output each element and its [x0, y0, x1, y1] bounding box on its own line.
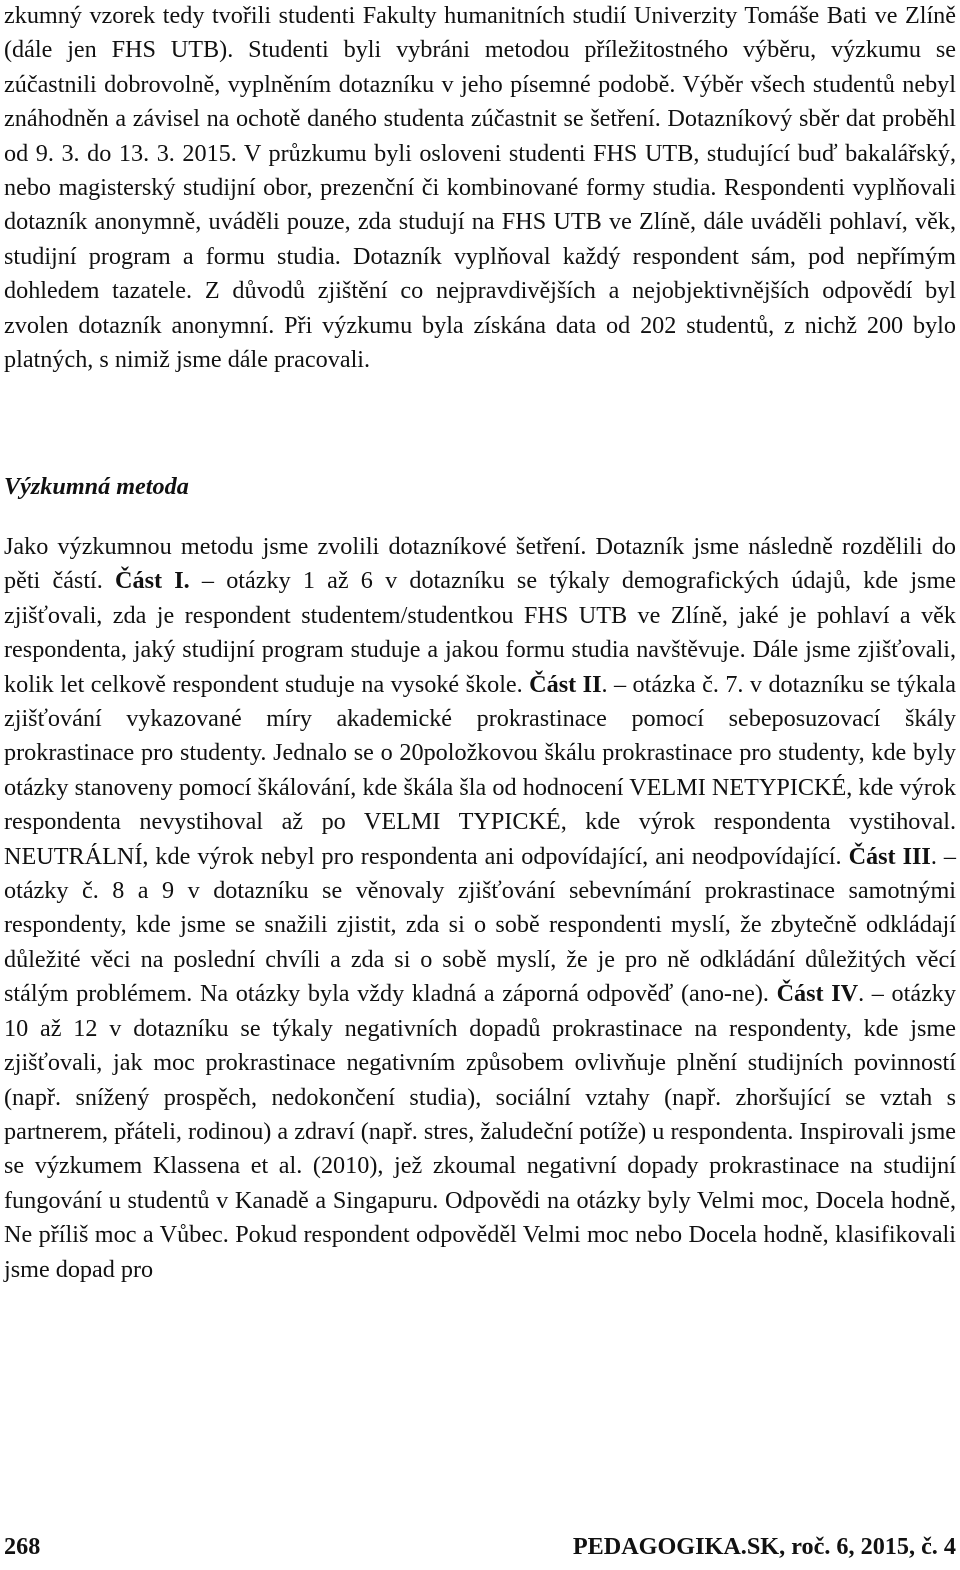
part-4-label: Část IV — [776, 980, 859, 1008]
part-1-label: Část I. — [115, 567, 190, 595]
body-paragraph-sample: zkumný vzorek tedy tvořili studenti Fakulty humanitních studií Univerzity Tomáše Bati ve Zlíně (dále jen FHS UTB). Studenti byli vybráni metodou příležitostného výběru, výzkumu se zúčastnili dobrovolně, vyplněním dotazníku v jeho písemné podobě. Výběr všech studentů nebyl znáhodněn a závisel na ochotě daného studenta zúčastnit se šetření. Dotazníkový sběr dat proběhl od 9. 3. do 13. 3. 2015. V průzkumu byli osloveni studenti FHS UTB, studující buď bakalářský, nebo magisterský studijní obor, prezenční či kombinované formy studia. Respondenti vyplňovali dotazník anonymně, uváděli pouze, zda studují na FHS UTB ve Zlíně, dále uváděli pohlaví, věk, studijní program a formu studia. Dotazník vyplňoval každý respondent sám, pod nepřímým dohledem tazatele. Z důvodů zjištění co nejpravdivějších a nejobjektivnějších odpovědí byl zvolen dotazník anonymní. Při výzkumu byla získána data od 202 studentů, z nichž 200 bylo platných, s nimiž jsme dále pracovali. — [4, 2, 956, 374]
journal-citation: PEDAGOGIKA.SK, roč. 6, 2015, č. 4 — [572, 1533, 956, 1560]
section-heading-research-method: Výzkumná metoda — [4, 473, 189, 500]
part-3-label: Část III — [848, 842, 931, 870]
body-paragraph-method — [4, 530, 956, 1287]
page-footer — [4, 1530, 956, 1564]
method-text-2: – otázky 1 až 6 v dotazníku se týkaly demografických údajů, kde jsme zjišťovali, zda je respondent studentem/studentkou FHS UTB ve Zlíně, jaké je pohlaví a věk respondenta, jaký studijní program studuje a jakou formu studia navštěvuje. Dále jsme zjišťovali, kolik let celkově respondent studuje na vysoké škole. — [4, 567, 957, 698]
part-2-label: Část II — [529, 670, 602, 698]
method-text-5: . – otázky 10 až 12 v dotazníku se týkaly negativních dopadů prokrastinace na respondenty, kde jsme zjišťovali, jak moc prokrastinace negativním způsobem ovlivňuje plnění studijních povinností (např. snížený prospěch, nedokončení studia), sociální vztahy (např. zhoršující se vztah s partnerem, přáteli, rodinou) a zdraví (např. stres, žaludeční potíže) u respondenta. Inspirovali jsme se výzkumem Klassena et al. (2010), jež zkoumal negativní dopady prokrastinace na studijní fungování u studentů v Kanadě a Singapuru. Odpovědi na otázky byly Velmi moc, Docela hodně, Ne příliš moc a Vůbec. Pokud respondent odpověděl Velmi moc nebo Docela hodně, klasifikovali jsme dopad pro — [4, 980, 956, 1283]
page-number: 268 — [4, 1533, 41, 1560]
document-page — [4, 0, 956, 1570]
method-text-1: Jako výzkumnou metodu jsme zvolili dotazníkové šetření. Dotazník jsme následně rozdělili do pěti částí. — [4, 533, 956, 595]
method-text-3: . – otázka č. 7. v dotazníku se týkala zjišťování vykazované míry akademické prokrastinace pomocí sebeposuzovací škály prokrastinace pro studenty. Jednalo se o 20položkovou škálu prokrastinace pro studenty, kde byly otázky stanoveny pomocí škálování, kde škála šla od hodnocení VELMI NETYPICKÉ, kde výrok respondenta nevystihoval až po VELMI TYPICKÉ, kde výrok respondenta vystihoval. NEUTRÁLNÍ, kde výrok nebyl pro respondenta ani odpovídající, ani neodpovídající. — [4, 670, 956, 870]
method-text-4: . – otázky č. 8 a 9 v dotazníku se věnovaly zjišťování sebevnímání prokrastinace samotnými respondenty, kde jsme se snažili zjistit, zda si o sobě respondenti myslí, že zbytečně odkládají důležité věci na poslední chvíli a zda si o sobě myslí, že je pro ně odkládání důležitých věcí stálým problémem. Na otázky byla vždy kladná a záporná odpověď (ano-ne). — [4, 842, 956, 1008]
